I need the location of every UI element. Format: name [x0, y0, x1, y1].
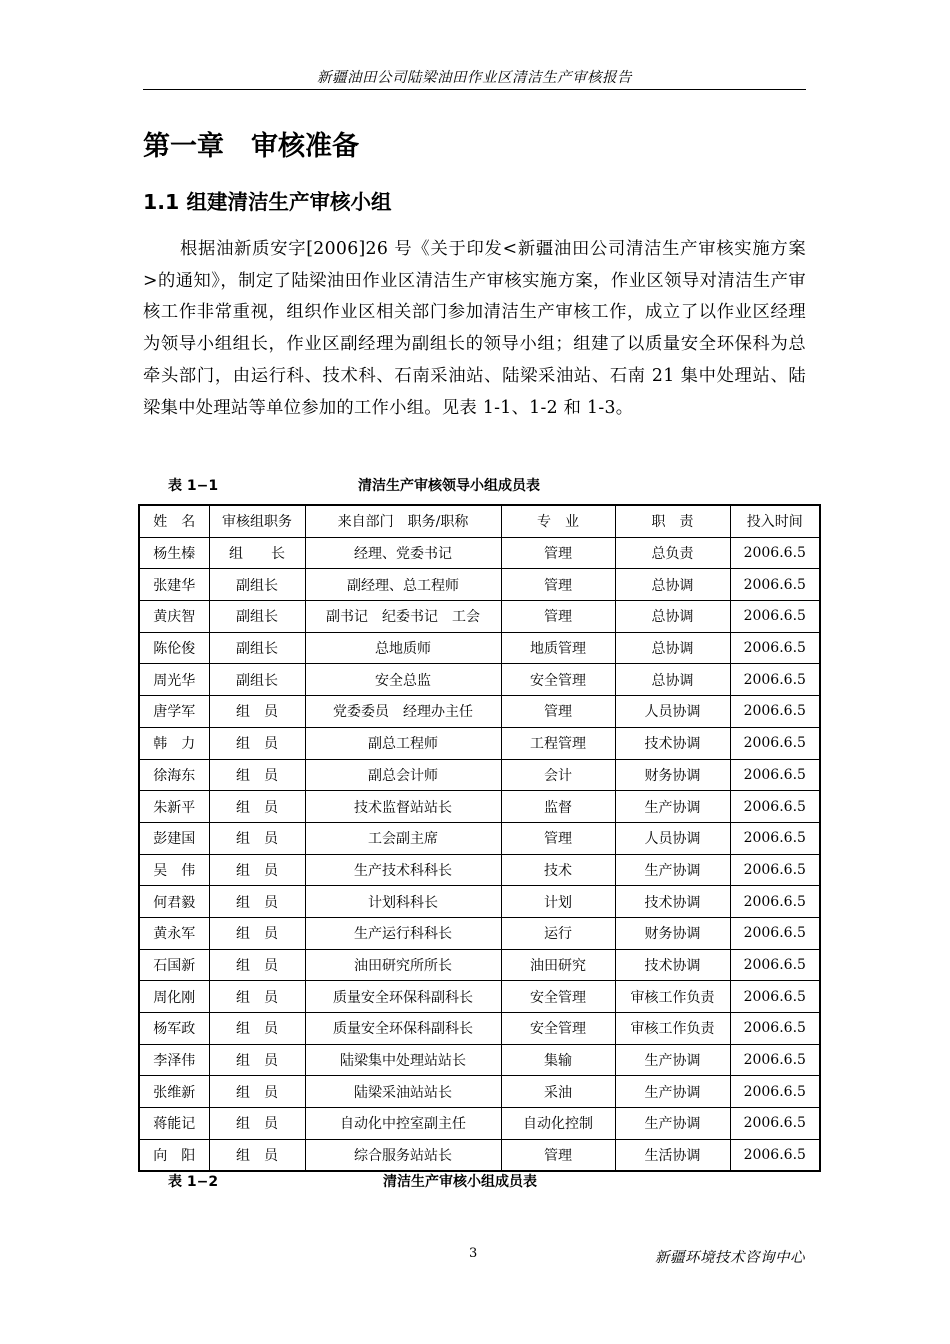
table-cell: 组 员 — [209, 1044, 305, 1076]
table-cell: 生产技术科科长 — [305, 854, 501, 886]
table-cell: 安全总监 — [305, 664, 501, 696]
table-cell: 工程管理 — [501, 727, 615, 759]
table-cell: 审核工作负责 — [615, 981, 730, 1013]
running-header: 新疆油田公司陆梁油田作业区清洁生产审核报告 — [317, 70, 632, 86]
table-cell: 生产协调 — [615, 1108, 730, 1140]
table-cell: 张建华 — [139, 569, 209, 601]
table-cell: 组 员 — [209, 949, 305, 981]
table-row — [139, 1108, 820, 1140]
table-cell: 副总会计师 — [305, 759, 501, 791]
table-cell: 组 员 — [209, 917, 305, 949]
table-cell: 彭建国 — [139, 822, 209, 854]
table-cell: 监督 — [501, 791, 615, 823]
chapter-title: 第一章 审核准备 — [143, 131, 359, 162]
table-cell: 管理 — [501, 537, 615, 569]
header-rule — [143, 89, 806, 90]
table-cell: 黄永军 — [139, 917, 209, 949]
table-cell: 黄庆智 — [139, 601, 209, 633]
table-cell: 徐海东 — [139, 759, 209, 791]
table-header-row — [139, 505, 820, 537]
table-cell: 安全管理 — [501, 981, 615, 1013]
table-cell: 财务协调 — [615, 759, 730, 791]
table-cell: 2006.6.5 — [730, 1108, 820, 1140]
table-cell: 陈伦俊 — [139, 632, 209, 664]
table-cell: 2006.6.5 — [730, 917, 820, 949]
table-cell: 2006.6.5 — [730, 886, 820, 918]
table-cell: 生活协调 — [615, 1139, 730, 1171]
table-cell: 组 员 — [209, 981, 305, 1013]
table-row — [139, 1044, 820, 1076]
table2-number: 表 1−2 — [168, 1174, 219, 1190]
table-cell: 总协调 — [615, 664, 730, 696]
table-cell: 张维新 — [139, 1076, 209, 1108]
table-cell: 2006.6.5 — [730, 854, 820, 886]
table-cell: 组 员 — [209, 1139, 305, 1171]
table-cell: 党委委员 经理办主任 — [305, 696, 501, 728]
table-cell: 2006.6.5 — [730, 1013, 820, 1045]
table-cell: 采油 — [501, 1076, 615, 1108]
table-cell: 组 员 — [209, 1076, 305, 1108]
table-cell: 陆梁集中处理站站长 — [305, 1044, 501, 1076]
table-cell: 质量安全环保科副科长 — [305, 1013, 501, 1045]
table-cell: 组 员 — [209, 854, 305, 886]
table-row — [139, 696, 820, 728]
table-cell: 会计 — [501, 759, 615, 791]
body-paragraph: 根据油新质安字[2006]26 号《关于印发<新疆油田公司清洁生产审核实施方案>的通知》，制定了陆梁油田作业区清洁生产审核实施方案，作业区领导对清洁生产审核工作非常重视，组织作业区相关部门参加清洁生产审核工作，成立了以作业区经理为领导小组组长，作业区副经理为副组长的领导小组；组建了以质量安全环保科为总牵头部门，由运行科、技术科、石南采油站、陆梁采油站、石南 21 集中处理站、陆梁集中处理站等单位参加的工作小组。见表 1-1、1-2 和 1-3。 — [143, 239, 806, 418]
table-cell: 韩 力 — [139, 727, 209, 759]
table-cell: 运行 — [501, 917, 615, 949]
table-cell: 管理 — [501, 601, 615, 633]
table-cell: 李泽伟 — [139, 1044, 209, 1076]
table-cell: 2006.6.5 — [730, 759, 820, 791]
leadership-members-table — [138, 504, 821, 1172]
table-cell: 总地质师 — [305, 632, 501, 664]
table-cell: 2006.6.5 — [730, 696, 820, 728]
table-row — [139, 664, 820, 696]
footer-organization: 新疆环境技术咨询中心 — [655, 1250, 805, 1266]
table-cell: 蒋能记 — [139, 1108, 209, 1140]
table-cell: 组 员 — [209, 759, 305, 791]
table-cell: 安全管理 — [501, 664, 615, 696]
table-cell: 副组长 — [209, 601, 305, 633]
table-cell: 杨生榛 — [139, 537, 209, 569]
table-cell: 组 长 — [209, 537, 305, 569]
table-cell: 自动化控制 — [501, 1108, 615, 1140]
table-cell: 生产协调 — [615, 1044, 730, 1076]
table-cell: 副总工程师 — [305, 727, 501, 759]
table-cell: 吴 伟 — [139, 854, 209, 886]
table-row — [139, 1139, 820, 1171]
table-row — [139, 1076, 820, 1108]
table-row — [139, 601, 820, 633]
table-cell: 集输 — [501, 1044, 615, 1076]
table-cell: 朱新平 — [139, 791, 209, 823]
table-cell: 技术 — [501, 854, 615, 886]
table-cell: 副书记 纪委书记 工会 — [305, 601, 501, 633]
table-cell: 审核工作负责 — [615, 1013, 730, 1045]
table-cell: 2006.6.5 — [730, 949, 820, 981]
table-cell: 生产协调 — [615, 1076, 730, 1108]
table-cell: 组 员 — [209, 1108, 305, 1140]
table-row — [139, 1013, 820, 1045]
table-row — [139, 949, 820, 981]
table-cell: 质量安全环保科副科长 — [305, 981, 501, 1013]
table-cell: 人员协调 — [615, 822, 730, 854]
table-cell: 总协调 — [615, 632, 730, 664]
table-cell: 技术协调 — [615, 886, 730, 918]
table-row — [139, 632, 820, 664]
table-cell: 2006.6.5 — [730, 664, 820, 696]
table-cell: 经理、党委书记 — [305, 537, 501, 569]
table-cell: 向 阳 — [139, 1139, 209, 1171]
table-cell: 周化刚 — [139, 981, 209, 1013]
table-cell: 计划科科长 — [305, 886, 501, 918]
table-cell: 组 员 — [209, 1013, 305, 1045]
table-cell: 组 员 — [209, 886, 305, 918]
table-cell: 技术协调 — [615, 727, 730, 759]
column-header: 审核组职务 — [209, 505, 305, 537]
table-cell: 管理 — [501, 822, 615, 854]
table-cell: 2006.6.5 — [730, 569, 820, 601]
page-number: 3 — [469, 1246, 478, 1261]
table-cell: 2006.6.5 — [730, 727, 820, 759]
table-cell: 技术监督站站长 — [305, 791, 501, 823]
table-cell: 计划 — [501, 886, 615, 918]
table-cell: 2006.6.5 — [730, 601, 820, 633]
table-cell: 副组长 — [209, 632, 305, 664]
table-cell: 总负责 — [615, 537, 730, 569]
column-header: 专 业 — [501, 505, 615, 537]
table-cell: 组 员 — [209, 791, 305, 823]
table-row — [139, 886, 820, 918]
table-row — [139, 727, 820, 759]
table1-number: 表 1−1 — [168, 478, 219, 494]
table-cell: 安全管理 — [501, 1013, 615, 1045]
table-cell: 2006.6.5 — [730, 537, 820, 569]
table-cell: 唐学军 — [139, 696, 209, 728]
table-row — [139, 759, 820, 791]
table-cell: 财务协调 — [615, 917, 730, 949]
table-cell: 油田研究所所长 — [305, 949, 501, 981]
table-row — [139, 981, 820, 1013]
column-header: 投入时间 — [730, 505, 820, 537]
table2-title: 清洁生产审核小组成员表 — [383, 1174, 537, 1190]
table-cell: 管理 — [501, 569, 615, 601]
table-cell: 地质管理 — [501, 632, 615, 664]
table-cell: 周光华 — [139, 664, 209, 696]
table-cell: 2006.6.5 — [730, 1076, 820, 1108]
table-cell: 总协调 — [615, 601, 730, 633]
table-row — [139, 569, 820, 601]
table-cell: 综合服务站站长 — [305, 1139, 501, 1171]
table-row — [139, 854, 820, 886]
table-cell: 生产运行科科长 — [305, 917, 501, 949]
table-row — [139, 791, 820, 823]
table1-title: 清洁生产审核领导小组成员表 — [358, 478, 540, 494]
table-row — [139, 822, 820, 854]
table-cell: 油田研究 — [501, 949, 615, 981]
table-cell: 组 员 — [209, 822, 305, 854]
table-cell: 2006.6.5 — [730, 1044, 820, 1076]
table-cell: 自动化中控室副主任 — [305, 1108, 501, 1140]
column-header: 姓 名 — [139, 505, 209, 537]
table-cell: 生产协调 — [615, 854, 730, 886]
section-title: 1.1 组建清洁生产审核小组 — [143, 190, 392, 214]
table-cell: 2006.6.5 — [730, 632, 820, 664]
table-cell: 总协调 — [615, 569, 730, 601]
table-cell: 生产协调 — [615, 791, 730, 823]
table-cell: 人员协调 — [615, 696, 730, 728]
table-cell: 管理 — [501, 1139, 615, 1171]
table-cell: 副组长 — [209, 664, 305, 696]
table-cell: 管理 — [501, 696, 615, 728]
table-cell: 2006.6.5 — [730, 791, 820, 823]
table-row — [139, 537, 820, 569]
table-row — [139, 917, 820, 949]
table-cell: 杨军政 — [139, 1013, 209, 1045]
table-cell: 工会副主席 — [305, 822, 501, 854]
table-cell: 组 员 — [209, 727, 305, 759]
column-header: 来自部门 职务/职称 — [305, 505, 501, 537]
table-cell: 副组长 — [209, 569, 305, 601]
table-cell: 2006.6.5 — [730, 981, 820, 1013]
table-cell: 何君毅 — [139, 886, 209, 918]
table-cell: 陆梁采油站站长 — [305, 1076, 501, 1108]
table-cell: 组 员 — [209, 696, 305, 728]
table-cell: 技术协调 — [615, 949, 730, 981]
table-cell: 2006.6.5 — [730, 1139, 820, 1171]
table-cell: 石国新 — [139, 949, 209, 981]
table-cell: 2006.6.5 — [730, 822, 820, 854]
column-header: 职 责 — [615, 505, 730, 537]
table-cell: 副经理、总工程师 — [305, 569, 501, 601]
